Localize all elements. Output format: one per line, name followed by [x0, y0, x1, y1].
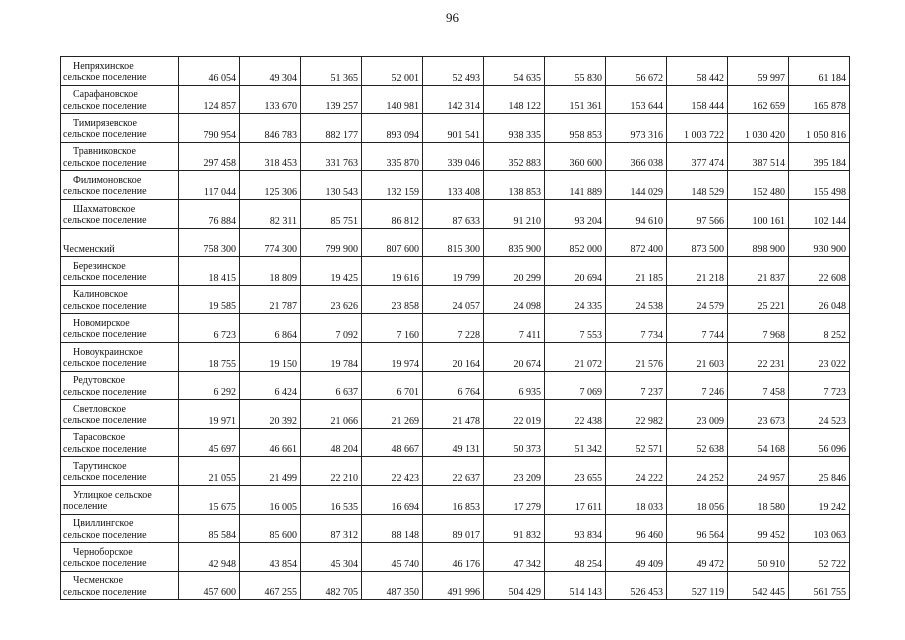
- value-cell: 148 529: [667, 171, 728, 200]
- value-cell: 7 723: [789, 371, 850, 400]
- table-row: [61, 314, 850, 343]
- value-cell: 86 812: [362, 199, 423, 228]
- page-number: 96: [446, 10, 459, 25]
- table-row: [61, 85, 850, 114]
- value-cell: 19 150: [240, 342, 301, 371]
- value-cell: 1 050 816: [789, 114, 850, 143]
- settlement-name-line2: сельское поселение: [63, 300, 147, 312]
- value-cell: 526 453: [606, 571, 667, 600]
- value-cell: 142 314: [423, 85, 484, 114]
- settlement-name-line1: Сарафановское: [73, 89, 138, 101]
- value-cell: 102 144: [789, 199, 850, 228]
- value-cell: 165 878: [789, 85, 850, 114]
- value-cell: 49 409: [606, 543, 667, 572]
- value-cell: 48 667: [362, 428, 423, 457]
- value-cell: 152 480: [728, 171, 789, 200]
- value-cell: 89 017: [423, 514, 484, 543]
- value-cell: 94 610: [606, 199, 667, 228]
- settlement-name-cell: [61, 485, 179, 514]
- value-cell: 24 523: [789, 400, 850, 429]
- value-cell: 16 694: [362, 485, 423, 514]
- value-cell: 151 361: [545, 85, 606, 114]
- value-cell: 930 900: [789, 228, 850, 257]
- value-cell: 815 300: [423, 228, 484, 257]
- value-cell: 872 400: [606, 228, 667, 257]
- value-cell: 21 055: [179, 457, 240, 486]
- value-cell: 18 755: [179, 342, 240, 371]
- value-cell: 8 252: [789, 314, 850, 343]
- value-cell: 20 694: [545, 257, 606, 286]
- value-cell: 91 210: [484, 199, 545, 228]
- value-cell: 49 131: [423, 428, 484, 457]
- table-row: [61, 457, 850, 486]
- value-cell: 7 744: [667, 314, 728, 343]
- settlement-name-line1: Филимоновское: [73, 174, 142, 186]
- value-cell: 7 553: [545, 314, 606, 343]
- value-cell: 93 834: [545, 514, 606, 543]
- value-cell: 51 342: [545, 428, 606, 457]
- value-cell: 148 122: [484, 85, 545, 114]
- value-cell: 133 408: [423, 171, 484, 200]
- value-cell: 360 600: [545, 142, 606, 171]
- value-cell: 7 968: [728, 314, 789, 343]
- table-row: [61, 571, 850, 600]
- value-cell: 395 184: [789, 142, 850, 171]
- value-cell: 132 159: [362, 171, 423, 200]
- value-cell: 43 854: [240, 543, 301, 572]
- value-cell: 141 889: [545, 171, 606, 200]
- table-row: [61, 428, 850, 457]
- value-cell: 85 600: [240, 514, 301, 543]
- value-cell: 21 787: [240, 285, 301, 314]
- value-cell: 331 763: [301, 142, 362, 171]
- settlement-name-line2: сельское поселение: [63, 157, 147, 169]
- settlement-name-line2: сельское поселение: [63, 358, 147, 370]
- value-cell: 48 204: [301, 428, 362, 457]
- value-cell: 504 429: [484, 571, 545, 600]
- value-cell: 19 242: [789, 485, 850, 514]
- value-cell: 6 864: [240, 314, 301, 343]
- value-cell: 21 218: [667, 257, 728, 286]
- settlement-name-cell: [61, 199, 179, 228]
- value-cell: 7 411: [484, 314, 545, 343]
- value-cell: 21 269: [362, 400, 423, 429]
- value-cell: 6 935: [484, 371, 545, 400]
- value-cell: 20 299: [484, 257, 545, 286]
- value-cell: 138 853: [484, 171, 545, 200]
- settlement-name-cell: [61, 285, 179, 314]
- value-cell: 318 453: [240, 142, 301, 171]
- value-cell: 23 022: [789, 342, 850, 371]
- value-cell: 96 564: [667, 514, 728, 543]
- value-cell: 339 046: [423, 142, 484, 171]
- value-cell: 23 858: [362, 285, 423, 314]
- settlement-name-line2: сельское поселение: [63, 272, 147, 284]
- settlement-name-cell: [61, 428, 179, 457]
- settlement-name-cell: [61, 342, 179, 371]
- value-cell: 22 019: [484, 400, 545, 429]
- settlement-name-cell: [61, 371, 179, 400]
- value-cell: 17 279: [484, 485, 545, 514]
- value-cell: 24 252: [667, 457, 728, 486]
- value-cell: 25 846: [789, 457, 850, 486]
- value-cell: 85 584: [179, 514, 240, 543]
- value-cell: 18 580: [728, 485, 789, 514]
- settlement-name-line2: сельское поселение: [63, 215, 147, 227]
- table-row: [61, 485, 850, 514]
- value-cell: 117 044: [179, 171, 240, 200]
- value-cell: 457 600: [179, 571, 240, 600]
- value-cell: 18 809: [240, 257, 301, 286]
- table-row: [61, 543, 850, 572]
- value-cell: 54 635: [484, 57, 545, 86]
- value-cell: 20 164: [423, 342, 484, 371]
- value-cell: 21 478: [423, 400, 484, 429]
- value-cell: 139 257: [301, 85, 362, 114]
- table-row: [61, 142, 850, 171]
- settlement-name-line2: сельское поселение: [63, 329, 147, 341]
- value-cell: 22 608: [789, 257, 850, 286]
- settlement-name-cell: [61, 457, 179, 486]
- settlement-name-line1: Калиновское: [73, 289, 128, 301]
- data-table: [60, 56, 850, 600]
- value-cell: 7 160: [362, 314, 423, 343]
- settlement-name-line2: сельское поселение: [63, 529, 147, 541]
- value-cell: 50 373: [484, 428, 545, 457]
- value-cell: 958 853: [545, 114, 606, 143]
- value-cell: 938 335: [484, 114, 545, 143]
- value-cell: 23 009: [667, 400, 728, 429]
- value-cell: 22 982: [606, 400, 667, 429]
- value-cell: 527 119: [667, 571, 728, 600]
- table-row: [61, 285, 850, 314]
- table-row: [61, 371, 850, 400]
- settlement-name-cell: [61, 257, 179, 286]
- value-cell: 6 292: [179, 371, 240, 400]
- settlement-name-line2: поселение: [63, 501, 108, 512]
- value-cell: 133 670: [240, 85, 301, 114]
- value-cell: 21 576: [606, 342, 667, 371]
- value-cell: 7 069: [545, 371, 606, 400]
- settlement-name-line1: Тимирязевское: [73, 117, 137, 129]
- value-cell: 297 458: [179, 142, 240, 171]
- value-cell: 21 499: [240, 457, 301, 486]
- value-cell: 97 566: [667, 199, 728, 228]
- value-cell: 26 048: [789, 285, 850, 314]
- value-cell: 24 579: [667, 285, 728, 314]
- value-cell: 21 072: [545, 342, 606, 371]
- value-cell: 19 784: [301, 342, 362, 371]
- value-cell: 366 038: [606, 142, 667, 171]
- settlement-name-line1: Непряхинское: [73, 60, 134, 72]
- value-cell: 7 237: [606, 371, 667, 400]
- value-cell: 46 661: [240, 428, 301, 457]
- settlement-name-line1: Углицкое сельское: [73, 489, 152, 501]
- value-cell: 42 948: [179, 543, 240, 572]
- value-cell: 352 883: [484, 142, 545, 171]
- value-cell: 56 096: [789, 428, 850, 457]
- settlement-name-cell: [61, 514, 179, 543]
- value-cell: 52 493: [423, 57, 484, 86]
- value-cell: 55 830: [545, 57, 606, 86]
- settlement-name-cell: [61, 85, 179, 114]
- value-cell: 16 535: [301, 485, 362, 514]
- value-cell: 377 474: [667, 142, 728, 171]
- value-cell: 50 910: [728, 543, 789, 572]
- value-cell: 7 246: [667, 371, 728, 400]
- table-row: [61, 514, 850, 543]
- value-cell: 140 981: [362, 85, 423, 114]
- settlement-name-line2: сельское поселение: [63, 472, 147, 484]
- settlement-name-cell: [61, 114, 179, 143]
- value-cell: 15 675: [179, 485, 240, 514]
- settlement-name-line1: Тарутинское: [73, 460, 127, 472]
- table-row: [61, 57, 850, 86]
- settlement-name-cell: [61, 543, 179, 572]
- table-row: [61, 171, 850, 200]
- value-cell: 52 722: [789, 543, 850, 572]
- value-cell: 24 957: [728, 457, 789, 486]
- value-cell: 1 030 420: [728, 114, 789, 143]
- value-cell: 6 764: [423, 371, 484, 400]
- value-cell: 22 210: [301, 457, 362, 486]
- value-cell: 130 543: [301, 171, 362, 200]
- value-cell: 56 672: [606, 57, 667, 86]
- value-cell: 45 740: [362, 543, 423, 572]
- value-cell: 898 900: [728, 228, 789, 257]
- settlement-name-cell: [61, 314, 179, 343]
- value-cell: 48 254: [545, 543, 606, 572]
- value-cell: 491 996: [423, 571, 484, 600]
- value-cell: 24 057: [423, 285, 484, 314]
- value-cell: 85 751: [301, 199, 362, 228]
- value-cell: 22 438: [545, 400, 606, 429]
- value-cell: 24 222: [606, 457, 667, 486]
- value-cell: 23 209: [484, 457, 545, 486]
- value-cell: 19 585: [179, 285, 240, 314]
- value-cell: 23 673: [728, 400, 789, 429]
- value-cell: 61 184: [789, 57, 850, 86]
- value-cell: 7 092: [301, 314, 362, 343]
- value-cell: 25 221: [728, 285, 789, 314]
- value-cell: 18 033: [606, 485, 667, 514]
- value-cell: 19 971: [179, 400, 240, 429]
- value-cell: 46 176: [423, 543, 484, 572]
- settlement-name-line1: Редутовское: [73, 375, 126, 387]
- settlement-name-line1: Тарасовское: [73, 432, 126, 444]
- value-cell: 19 974: [362, 342, 423, 371]
- value-cell: 23 655: [545, 457, 606, 486]
- value-cell: 125 306: [240, 171, 301, 200]
- value-cell: 22 231: [728, 342, 789, 371]
- value-cell: 7 228: [423, 314, 484, 343]
- settlement-name-line2: сельское поселение: [63, 586, 147, 598]
- value-cell: 49 304: [240, 57, 301, 86]
- settlement-name-line2: сельское поселение: [63, 100, 147, 112]
- value-cell: 16 005: [240, 485, 301, 514]
- value-cell: 807 600: [362, 228, 423, 257]
- value-cell: 103 063: [789, 514, 850, 543]
- value-cell: 24 335: [545, 285, 606, 314]
- value-cell: 54 168: [728, 428, 789, 457]
- value-cell: 24 538: [606, 285, 667, 314]
- settlement-name-cell: [61, 571, 179, 600]
- value-cell: 158 444: [667, 85, 728, 114]
- value-cell: 52 001: [362, 57, 423, 86]
- value-cell: 514 143: [545, 571, 606, 600]
- value-cell: 22 637: [423, 457, 484, 486]
- value-cell: 852 000: [545, 228, 606, 257]
- value-cell: 467 255: [240, 571, 301, 600]
- value-cell: 790 954: [179, 114, 240, 143]
- value-cell: 758 300: [179, 228, 240, 257]
- value-cell: 487 350: [362, 571, 423, 600]
- value-cell: 901 541: [423, 114, 484, 143]
- value-cell: 87 633: [423, 199, 484, 228]
- settlement-name-line2: сельское поселение: [63, 72, 147, 84]
- settlement-name-line2: сельское поселение: [63, 558, 147, 570]
- settlement-name-line2: Чесменский: [63, 243, 115, 255]
- settlement-name-cell: [61, 142, 179, 171]
- value-cell: 49 472: [667, 543, 728, 572]
- value-cell: 799 900: [301, 228, 362, 257]
- value-cell: 18 415: [179, 257, 240, 286]
- value-cell: 561 755: [789, 571, 850, 600]
- value-cell: 21 837: [728, 257, 789, 286]
- value-cell: 19 616: [362, 257, 423, 286]
- value-cell: 51 365: [301, 57, 362, 86]
- value-cell: 24 098: [484, 285, 545, 314]
- table-row: [61, 342, 850, 371]
- value-cell: 46 054: [179, 57, 240, 86]
- settlement-name-cell: [61, 57, 179, 86]
- value-cell: 21 603: [667, 342, 728, 371]
- settlement-name-line1: Новомирское: [73, 317, 130, 329]
- value-cell: 96 460: [606, 514, 667, 543]
- value-cell: 6 637: [301, 371, 362, 400]
- value-cell: 17 611: [545, 485, 606, 514]
- value-cell: 387 514: [728, 142, 789, 171]
- value-cell: 18 056: [667, 485, 728, 514]
- table-body: [61, 57, 850, 600]
- value-cell: 542 445: [728, 571, 789, 600]
- value-cell: 19 425: [301, 257, 362, 286]
- value-cell: 45 304: [301, 543, 362, 572]
- settlement-name-line1: Новоукраинское: [73, 346, 143, 358]
- value-cell: 82 311: [240, 199, 301, 228]
- value-cell: 21 185: [606, 257, 667, 286]
- table-row: [61, 114, 850, 143]
- value-cell: 88 148: [362, 514, 423, 543]
- value-cell: 7 458: [728, 371, 789, 400]
- settlement-name-line1: Чесменское: [73, 575, 124, 587]
- value-cell: 23 626: [301, 285, 362, 314]
- value-cell: 144 029: [606, 171, 667, 200]
- value-cell: 93 204: [545, 199, 606, 228]
- value-cell: 19 799: [423, 257, 484, 286]
- value-cell: 21 066: [301, 400, 362, 429]
- value-cell: 6 723: [179, 314, 240, 343]
- value-cell: 20 674: [484, 342, 545, 371]
- value-cell: 45 697: [179, 428, 240, 457]
- settlement-name-cell: [61, 228, 179, 257]
- value-cell: 973 316: [606, 114, 667, 143]
- value-cell: 893 094: [362, 114, 423, 143]
- value-cell: 153 644: [606, 85, 667, 114]
- value-cell: 91 832: [484, 514, 545, 543]
- settlement-name-line2: сельское поселение: [63, 129, 147, 141]
- table-row: [61, 228, 850, 257]
- value-cell: 6 424: [240, 371, 301, 400]
- value-cell: 162 659: [728, 85, 789, 114]
- table-row: [61, 400, 850, 429]
- value-cell: 774 300: [240, 228, 301, 257]
- value-cell: 76 884: [179, 199, 240, 228]
- value-cell: 87 312: [301, 514, 362, 543]
- settlement-name-line1: Черноборское: [73, 546, 133, 558]
- value-cell: 20 392: [240, 400, 301, 429]
- value-cell: 47 342: [484, 543, 545, 572]
- value-cell: 16 853: [423, 485, 484, 514]
- table-row: [61, 257, 850, 286]
- value-cell: 59 997: [728, 57, 789, 86]
- value-cell: 835 900: [484, 228, 545, 257]
- value-cell: 52 638: [667, 428, 728, 457]
- value-cell: 335 870: [362, 142, 423, 171]
- value-cell: 22 423: [362, 457, 423, 486]
- settlement-name-line2: сельское поселение: [63, 186, 147, 198]
- settlement-name-line2: сельское поселение: [63, 415, 147, 427]
- value-cell: 99 452: [728, 514, 789, 543]
- value-cell: 482 705: [301, 571, 362, 600]
- value-cell: 124 857: [179, 85, 240, 114]
- settlement-name-cell: [61, 171, 179, 200]
- settlement-name-line1: Травниковское: [73, 146, 136, 158]
- settlement-name-line1: Шахматовское: [73, 203, 136, 215]
- value-cell: 6 701: [362, 371, 423, 400]
- settlement-name-line2: сельское поселение: [63, 386, 147, 398]
- value-cell: 155 498: [789, 171, 850, 200]
- table-row: [61, 199, 850, 228]
- settlement-name-cell: [61, 400, 179, 429]
- value-cell: 7 734: [606, 314, 667, 343]
- value-cell: 1 003 722: [667, 114, 728, 143]
- value-cell: 52 571: [606, 428, 667, 457]
- value-cell: 58 442: [667, 57, 728, 86]
- settlement-name-line1: Цвиллингское: [73, 518, 134, 530]
- value-cell: 873 500: [667, 228, 728, 257]
- settlement-name-line1: Березинское: [73, 260, 126, 272]
- value-cell: 100 161: [728, 199, 789, 228]
- settlement-name-line2: сельское поселение: [63, 443, 147, 455]
- settlement-name-line1: Светловское: [73, 403, 126, 415]
- value-cell: 882 177: [301, 114, 362, 143]
- value-cell: 846 783: [240, 114, 301, 143]
